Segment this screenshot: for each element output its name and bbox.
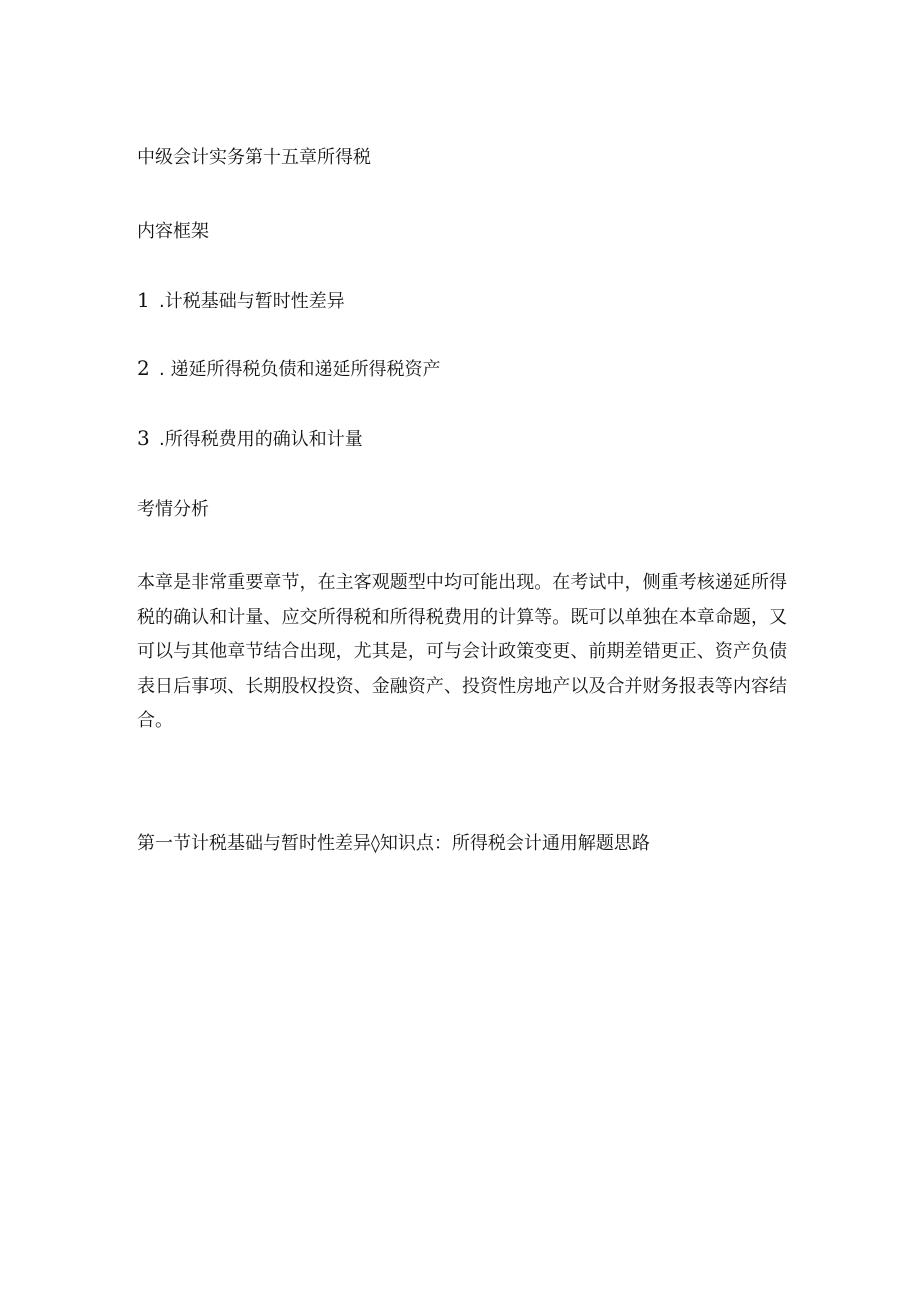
framework-item-number: 1 bbox=[137, 288, 150, 312]
framework-item-text: .所得税费用的确认和计量 bbox=[159, 429, 363, 450]
section-heading: 第一节计税基础与暂时性差异◊知识点：所得税会计通用解题思路 bbox=[137, 833, 650, 854]
framework-item-text: . 递延所得税负债和递延所得税资产 bbox=[159, 359, 441, 380]
framework-item-1 bbox=[137, 288, 345, 314]
framework-item-3 bbox=[137, 426, 363, 452]
analysis-heading: 考情分析 bbox=[137, 499, 209, 520]
framework-item-number: 3 bbox=[137, 426, 150, 450]
framework-item-2 bbox=[137, 356, 440, 382]
framework-item-text: .计税基础与暂时性差异 bbox=[159, 291, 345, 312]
framework-item-number: 2 bbox=[137, 356, 150, 380]
analysis-paragraph: 本章是非常重要章节，在主客观题型中均可能出现。在考试中，侧重考核递延所得税的确认和计量、应交所得税和所得税费用的计算等。既可以单独在本章命题，又可以与其他章节结合出现，尤其是，可与会计政策变更、前期差错更正、资产负债表日后事项、长期股权投资、金融资产、投资性房地产以及合并财务报表等内容结合。 bbox=[137, 572, 787, 731]
framework-heading: 内容框架 bbox=[137, 221, 209, 242]
document-title: 中级会计实务第十五章所得税 bbox=[137, 147, 371, 168]
